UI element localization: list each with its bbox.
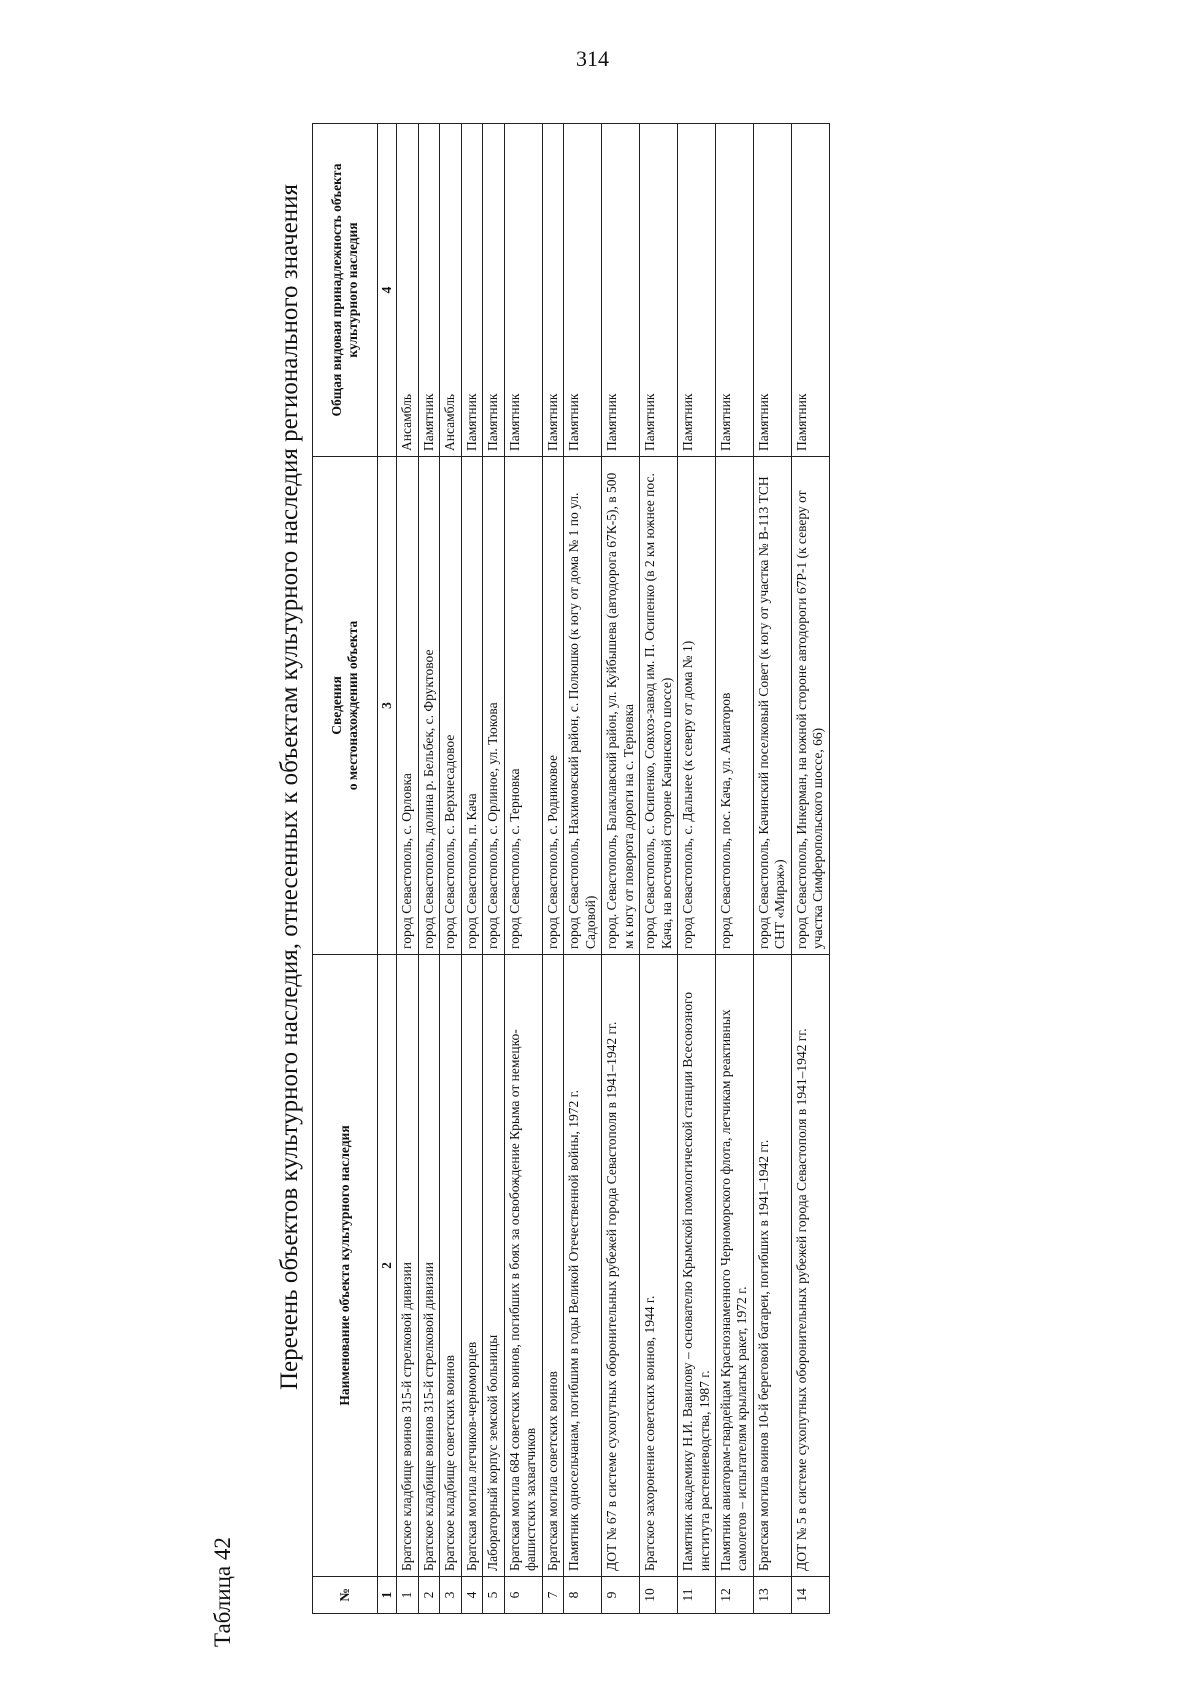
table-row xyxy=(483,124,504,1614)
table-row xyxy=(440,124,461,1614)
object-name: Братское кладбище советских воинов xyxy=(440,955,461,1577)
object-type: Памятник xyxy=(602,124,640,457)
row-number: 4 xyxy=(461,1577,482,1614)
row-number: 11 xyxy=(678,1577,716,1614)
object-type: Памятник xyxy=(483,124,504,457)
table-row xyxy=(753,124,791,1614)
header-location-line1: Сведения xyxy=(328,676,344,735)
table-row xyxy=(418,124,439,1614)
object-name: Памятник односельчанам, погибшим в годы Великой Отечественной войны, 1972 г. xyxy=(564,955,602,1577)
object-type: Памятник xyxy=(461,124,482,457)
row-number: 2 xyxy=(418,1577,439,1614)
object-type: Памятник xyxy=(715,124,753,457)
column-number: 2 xyxy=(378,955,397,1577)
object-location: город Севастополь, пос. Кача, ул. Авиаторов xyxy=(715,457,753,955)
row-number: 1 xyxy=(397,1577,418,1614)
document-title: Перечень объектов культурного наследия, отнесенных к объектам культурного наследия регионального значения xyxy=(276,184,303,1390)
object-name: Братская могила 684 советских воинов, погибших в боях за освобождение Крыма от немецко-фашистских захватчиков xyxy=(504,955,542,1577)
rotated-page-content xyxy=(200,72,1100,1647)
header-number: № xyxy=(313,1577,378,1614)
table-row xyxy=(542,124,563,1614)
row-number: 12 xyxy=(715,1577,753,1614)
page-number: 314 xyxy=(576,46,609,71)
table-header-row xyxy=(313,124,378,1614)
row-number: 6 xyxy=(504,1577,542,1614)
object-type: Памятник xyxy=(542,124,563,457)
object-type: Памятник xyxy=(504,124,542,457)
object-name: Памятник авиаторам-гвардейцам Краснознаменного Черноморского флота, летчикам реактивных самолетов – испытателям крылатых ракет, 1972 г. xyxy=(715,955,753,1577)
table-row xyxy=(564,124,602,1614)
column-number: 3 xyxy=(378,457,397,955)
object-location: город Севастополь, с. Терновка xyxy=(504,457,542,955)
column-number: 4 xyxy=(378,124,397,457)
object-location: город Севастополь, с. Дальнее (к северу от дома № 1) xyxy=(678,457,716,955)
row-number: 7 xyxy=(542,1577,563,1614)
object-location: город Севастополь, с. Осипенко, Совхоз-завод им. П. Осипенко (в 2 км южнее пос. Кача, на восточной стороне Качинского шоссе) xyxy=(640,457,678,955)
table-row xyxy=(715,124,753,1614)
object-type: Ансамбль xyxy=(440,124,461,457)
table-row xyxy=(678,124,716,1614)
object-location: город Севастополь, с. Верхнесадовое xyxy=(440,457,461,955)
row-number: 13 xyxy=(753,1577,791,1614)
heritage-objects-table xyxy=(312,123,830,1614)
row-number: 14 xyxy=(791,1577,829,1614)
object-type: Ансамбль xyxy=(397,124,418,457)
object-name: Лабораторный корпус земской больницы xyxy=(483,955,504,1577)
object-location: город Севастополь, Качинский поселковый Совет (к югу от участка № В-113 ТСН СНТ «Мираж») xyxy=(753,457,791,955)
table-row xyxy=(640,124,678,1614)
table-row xyxy=(461,124,482,1614)
object-location: город Севастополь, с. Орловка xyxy=(397,457,418,955)
object-name: ДОТ № 5 в системе сухопутных оборонительных рубежей города Севастополя в 1941–1942 гг. xyxy=(791,955,829,1577)
table-row xyxy=(602,124,640,1614)
header-name: Наименование объекта культурного наследия xyxy=(313,955,378,1577)
object-location: город Севастополь, с. Родниковое xyxy=(542,457,563,955)
table-caption: Таблица 42 xyxy=(210,1537,235,1647)
object-type: Памятник xyxy=(564,124,602,457)
object-type: Памятник xyxy=(791,124,829,457)
object-name: Братское захоронение советских воинов, 1944 г. xyxy=(640,955,678,1577)
header-location xyxy=(313,457,378,955)
object-type: Памятник xyxy=(678,124,716,457)
object-name: Братская могила советских воинов xyxy=(542,955,563,1577)
row-number: 9 xyxy=(602,1577,640,1614)
table-row xyxy=(504,124,542,1614)
row-number: 8 xyxy=(564,1577,602,1614)
object-name: ДОТ № 67 в системе сухопутных оборонительных рубежей города Севастополя в 1941–1942 гг. xyxy=(602,955,640,1577)
header-type: Общая видовая принадлежность объекта культурного наследия xyxy=(313,124,378,457)
row-number: 3 xyxy=(440,1577,461,1614)
object-location: город Севастополь, Инкерман, на южной стороне автодороги 67Р-1 (к северу от участка Симферопольского шоссе, 66) xyxy=(791,457,829,955)
object-name: Братская могила воинов 10-й береговой батареи, погибших в 1941–1942 гг. xyxy=(753,955,791,1577)
object-location: город Севастополь, п. Кача xyxy=(461,457,482,955)
table-row xyxy=(791,124,829,1614)
column-number: 1 xyxy=(378,1577,397,1614)
object-type: Памятник xyxy=(753,124,791,457)
table-row xyxy=(397,124,418,1614)
object-location: город Севастополь, Нахимовский район, с. Полюшко (к югу от дома № 1 по ул. Садовой) xyxy=(564,457,602,955)
object-name: Братская могила летчиков-черноморцев xyxy=(461,955,482,1577)
object-location: город Севастополь, долина р. Бельбек, с. Фруктовое xyxy=(418,457,439,955)
object-name: Братское кладбище воинов 315-й стрелковой дивизии xyxy=(397,955,418,1577)
object-type: Памятник xyxy=(418,124,439,457)
row-number: 5 xyxy=(483,1577,504,1614)
column-number-row xyxy=(378,124,397,1614)
object-name: Памятник академику Н.И. Вавилову – основателю Крымской помологической станции Всесоюзного института растениеводства, 1987 г. xyxy=(678,955,716,1577)
object-location: город Севастополь, с. Орлиное, ул. Тюкова xyxy=(483,457,504,955)
header-location-line2: о местонахождении объекта xyxy=(345,620,360,791)
object-name: Братское кладбище воинов 315-й стрелковой дивизии xyxy=(418,955,439,1577)
row-number: 10 xyxy=(640,1577,678,1614)
object-type: Памятник xyxy=(640,124,678,457)
object-location: город. Севастополь, Балаклавский район, ул. Куйбышева (автодорога 67К-5), в 500 м к югу от поворота дороги на с. Терновка xyxy=(602,457,640,955)
